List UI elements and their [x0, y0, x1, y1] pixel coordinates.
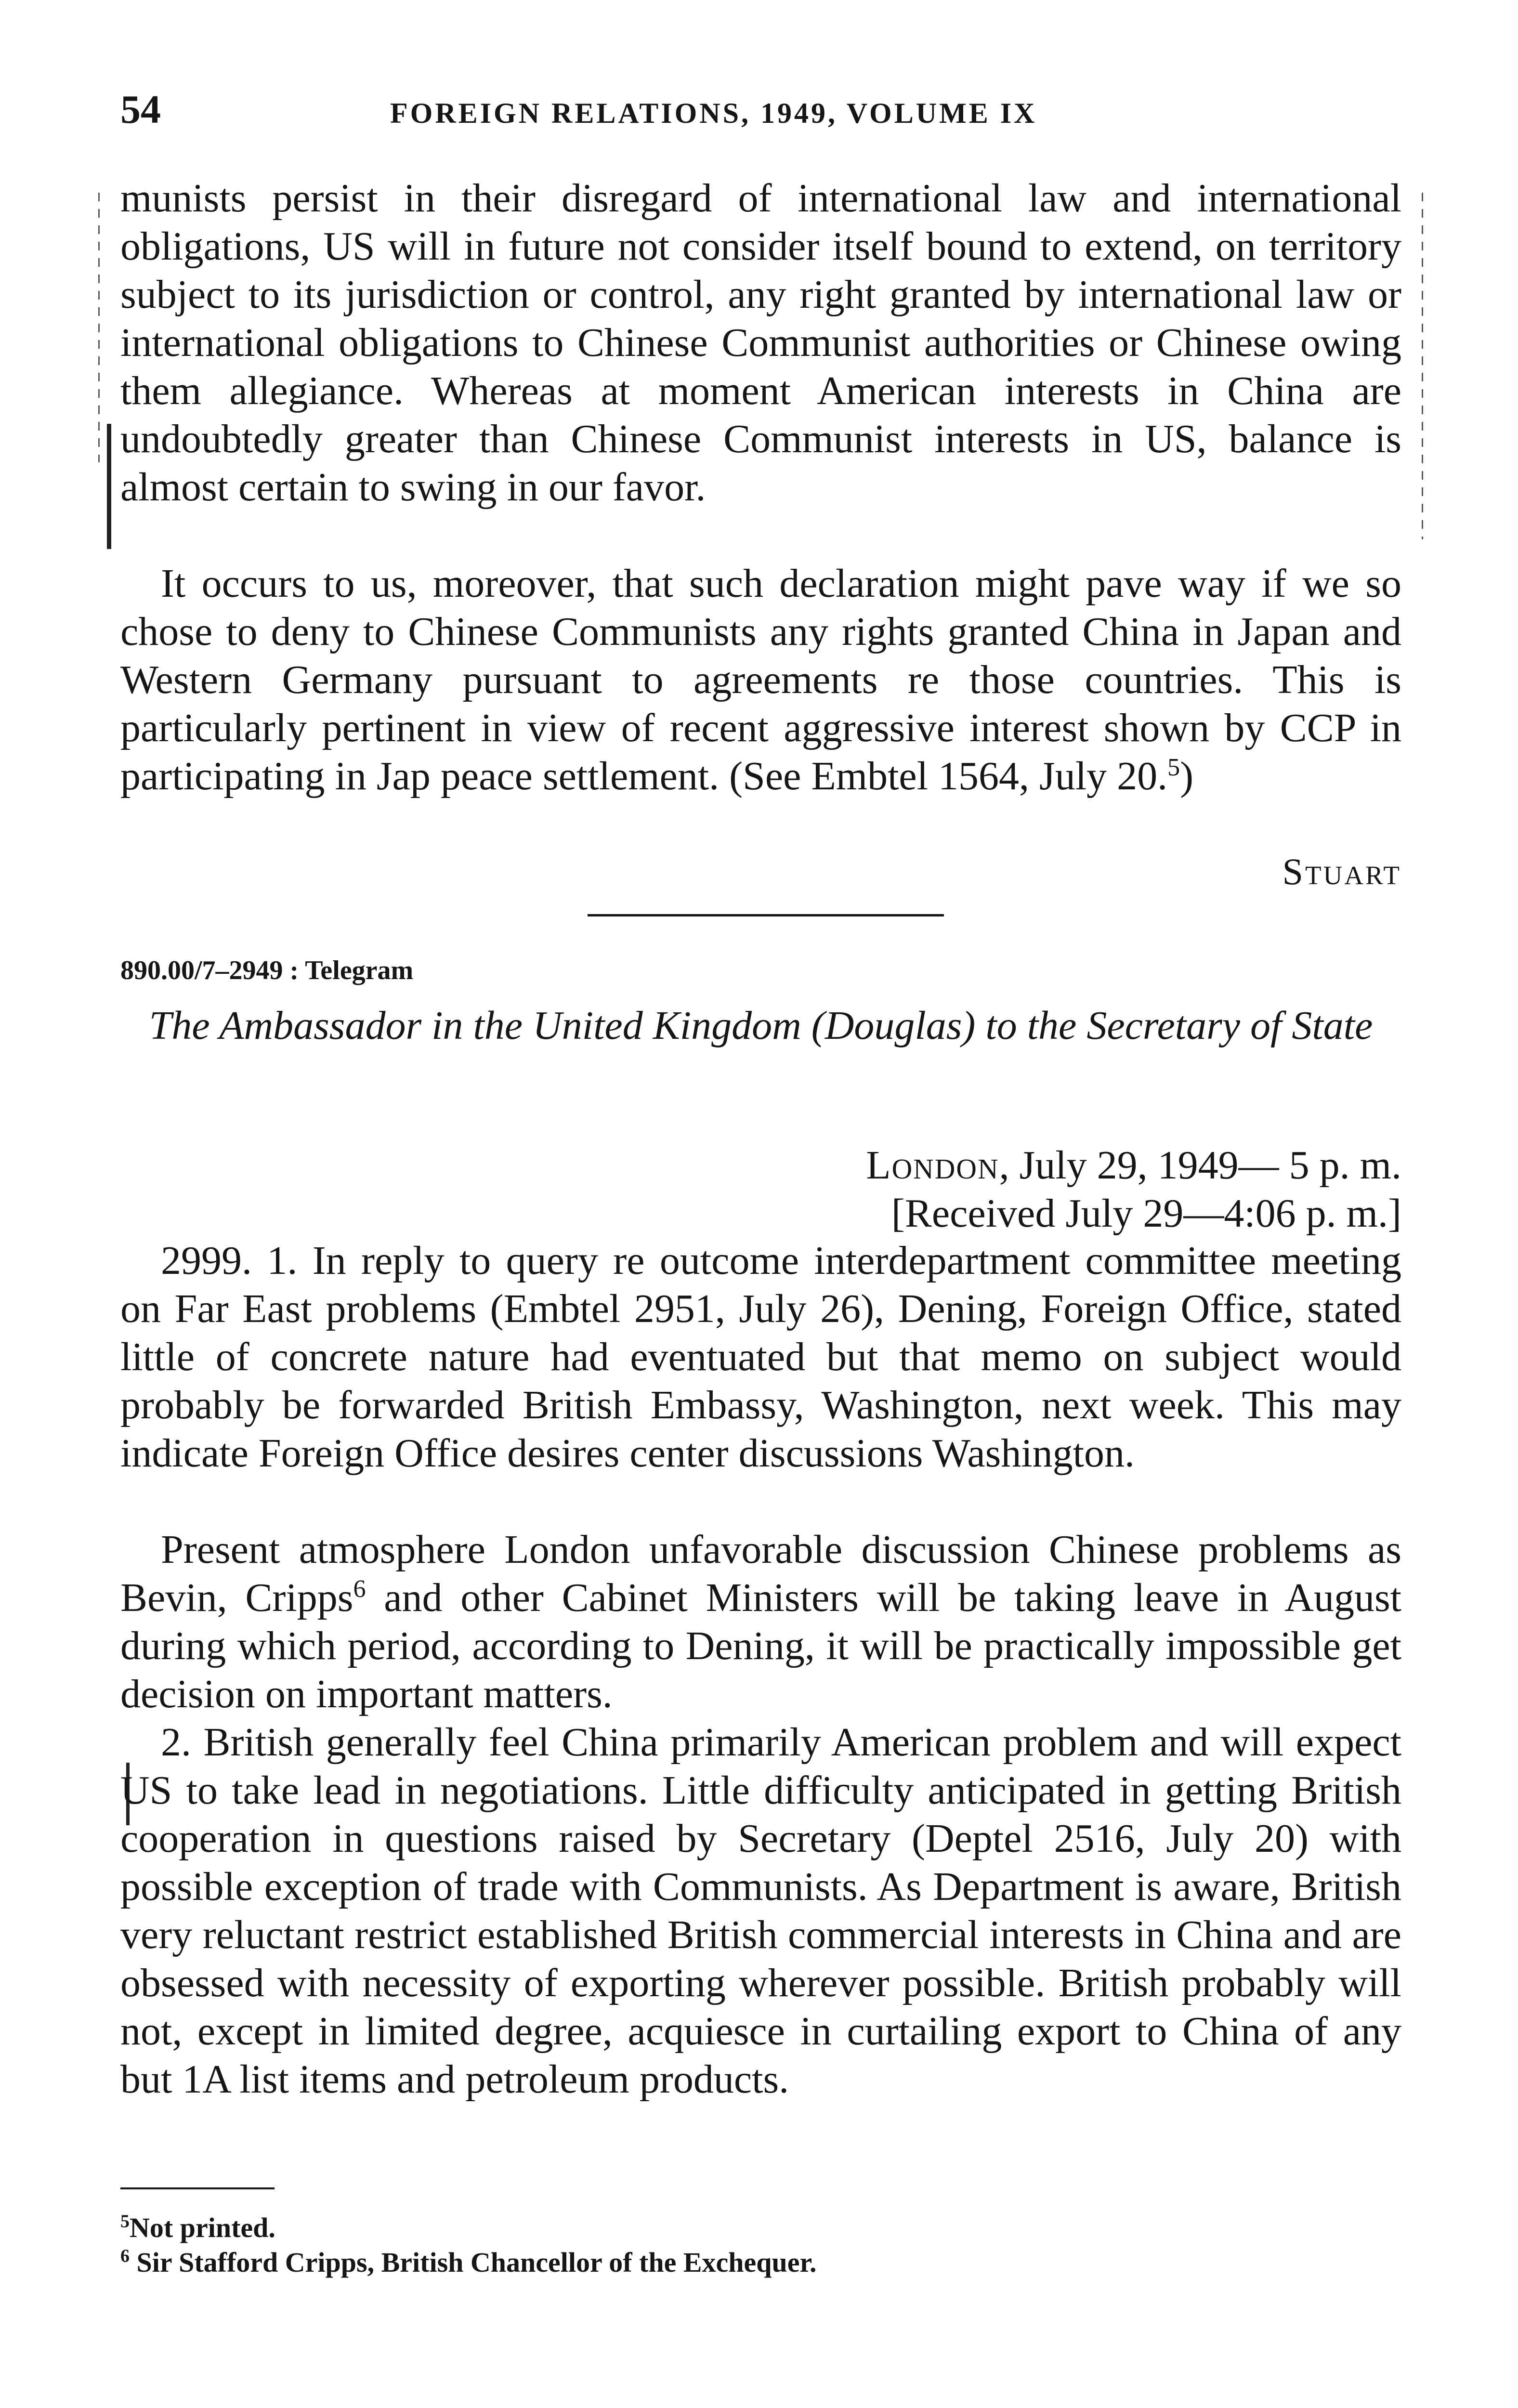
page-number: 54 — [120, 87, 161, 132]
footnote-5-text: Not printed. — [130, 2212, 275, 2243]
document-title: The Ambassador in the United Kingdom (Douglas) to the Secretary of State — [149, 1003, 1373, 1048]
dateline-date: , July 29, 1949— 5 p. m. — [999, 1143, 1401, 1188]
section-divider — [588, 914, 944, 916]
footnote-6-number: 6 — [120, 2246, 130, 2266]
running-head: FOREIGN RELATIONS, 1949, VOLUME IX — [390, 97, 1037, 129]
footnote-ref-5: 5 — [1167, 754, 1180, 781]
margin-annotation-dots-right — [1422, 193, 1423, 539]
paragraph-2-text: It occurs to us, moreover, that such declaration might pave way if we so chose to deny to Chinese Communists any rights granted China in Japan and Western Germany pursuant to agreements re those countries. This is particularly pertinent in view of recent aggressive interest shown by CCP in participating in Jap peace settlement. (See Embtel 1564, July 20. — [120, 561, 1401, 798]
footnote-ref-6: 6 — [353, 1575, 366, 1603]
paragraph-2-close: ) — [1180, 754, 1194, 798]
page-header — [120, 86, 1401, 139]
footnote-6-text: Sir Stafford Cripps, British Chancellor of the Exchequer. — [136, 2247, 817, 2278]
paragraph-4-rest: and other Cabinet Ministers will be taking leave in August during which period, according to Dening, it will be practically impossible get decision on important matters. — [120, 1575, 1401, 1716]
margin-annotation-bar — [107, 424, 111, 549]
paragraph-1: munists persist in their disregard of international law and international obligations, US will in future not consider itself bound to extend, on territory subject to its jurisdiction or control, any right granted by international law or international obligations to Chinese Communist authorities or Chinese owing them allegiance. Whereas at moment American interests in China are undoubtedly greater than Chinese Communist interests in US, balance is almost certain to swing in our favor. — [120, 176, 1401, 510]
file-number: 890.00/7–2949 : Telegram — [120, 955, 414, 985]
dateline — [866, 1141, 1401, 1238]
footnote-5-number: 5 — [120, 2211, 130, 2232]
footnote-6 — [120, 2245, 816, 2280]
paragraph-2 — [120, 560, 1401, 800]
dateline-sent — [866, 1141, 1401, 1190]
margin-annotation-dots — [98, 193, 100, 462]
footnotes — [120, 2211, 816, 2280]
paragraph-4-text: Present atmosphere London unfavorable discussion Chinese problems as Bevin, Cripps — [120, 1527, 1401, 1620]
footnote-divider — [120, 2187, 275, 2189]
signature: Stuart — [1282, 851, 1401, 892]
paragraph-5: 2. British generally feel China primarily American problem and will expect US to take lead in negotiations. Little difficulty anticipated in getting British cooperation in questions raised by Secretary (Deptel 2516, July 20) with possible exception of trade with Communists. As Department is aware, British very reluctant restrict established British commercial interests in China and are obsessed with necessity of exporting wherever possible. British probably will not, except in limited degree, acquiesce in curtailing export to China of any but 1A list items and petroleum products. — [120, 1720, 1401, 2102]
footnote-5 — [120, 2211, 816, 2245]
paragraph-4 — [120, 1526, 1401, 1718]
paragraph-3: 2999. 1. In reply to query re outcome interdepartment committee meeting on Far East problems (Embtel 2951, July 26), Dening, Foreign Office, stated little of concrete nature had eventuated but that memo on subject would probably be forwarded British Embassy, Washington, next week. This may indicate Foreign Office desires center discussions Washington. — [120, 1238, 1401, 1476]
dateline-received: [Received July 29—4:06 p. m.] — [891, 1191, 1401, 1236]
dateline-city: London — [866, 1143, 999, 1188]
